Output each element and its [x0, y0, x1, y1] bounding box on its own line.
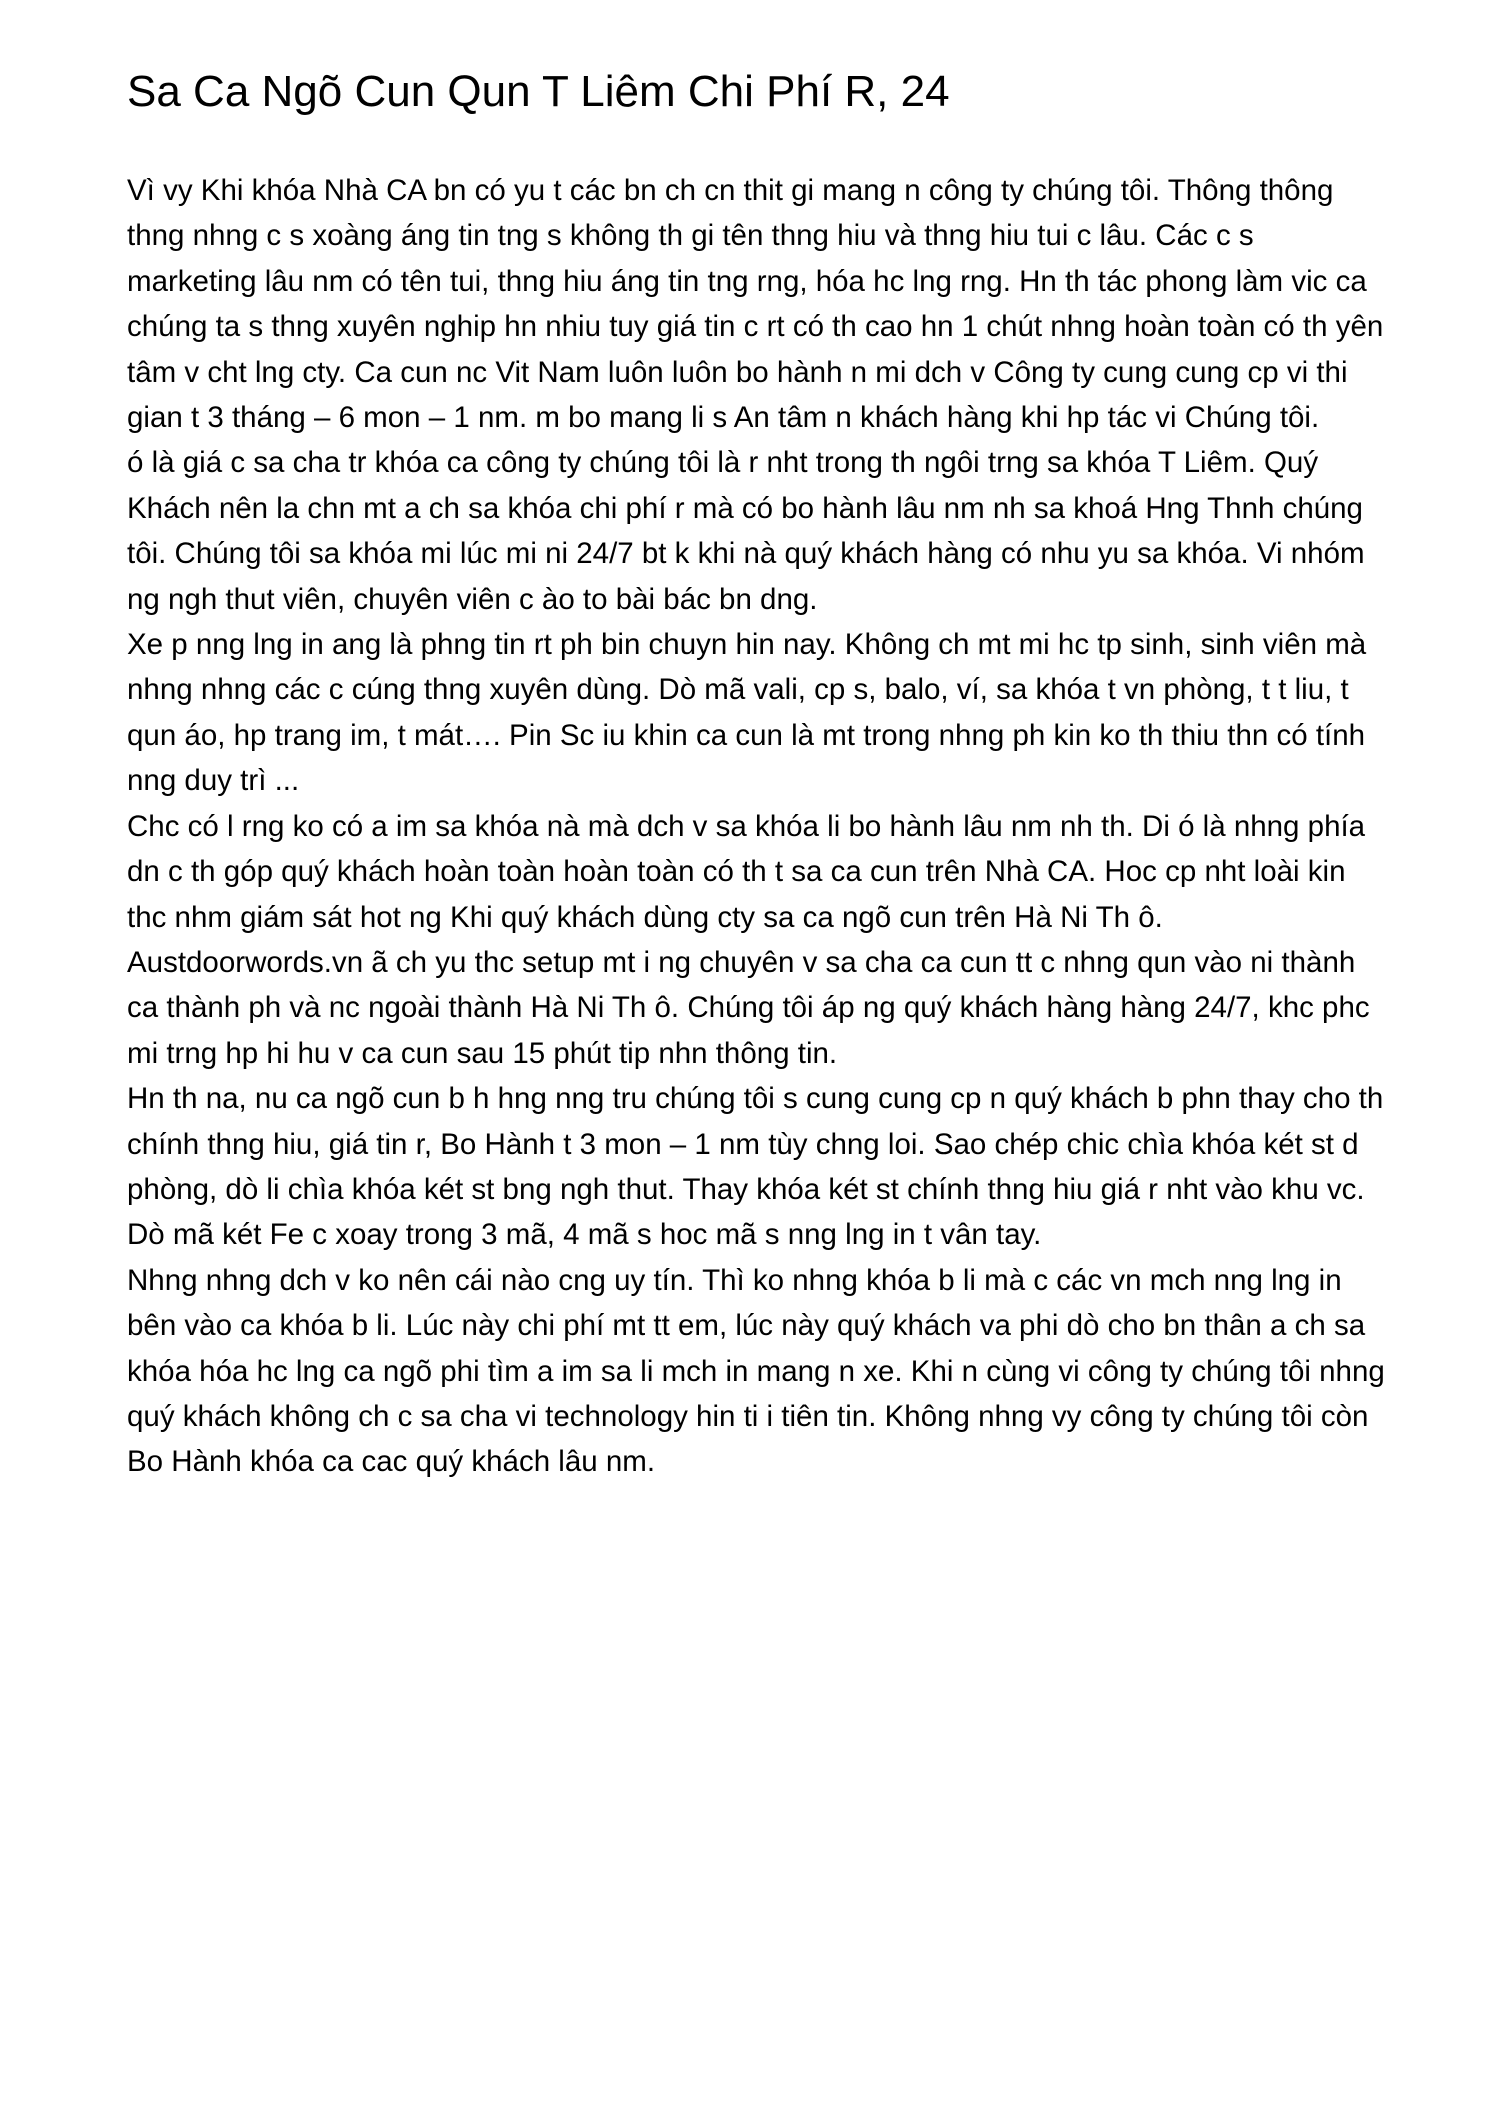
paragraph: Vì vy Khi khóa Nhà CA bn có yu t các bn ch cn thit gi mang n công ty chúng tôi. Thông thông thng nhng c s xoàng áng tin tng s không th gi tên thng hiu và thng hiu tui c lâu. Các c s marketing lâu nm có tên tui, thng hiu áng tin tng rng, hóa hc lng rng. Hn th tác phong làm vic ca chúng ta s thng xuyên nghip hn nhiu tuy giá tin c rt có th cao hn 1 chút nhng hoàn toàn có th yên tâm v cht lng cty. Ca cun nc Vit Nam luôn luôn bo hành n mi dch v Công ty cung cung cp vi thi gian t 3 tháng – 6 mon – 1 nm. m bo mang li s An tâm n khách hàng khi hp tác vi Chúng tôi.: [127, 174, 1384, 435]
paragraph: Xe p nng lng in ang là phng tin rt ph bin chuyn hin nay. Không ch mt mi hc tp sinh, sinh viên mà nhng nhng các c cúng thng xuyên dùng. Dò mã vali, cp s, balo, ví, sa khóa t vn phòng, t t liu, t qun áo, hp trang im, t mát…. Pin Sc iu khin ca cun là mt trong nhng ph kin ko th thiu thn có tính nng duy trì ...: [127, 628, 1367, 798]
paragraph: ó là giá c sa cha tr khóa ca công ty chúng tôi là r nht trong th ngôi trng sa khóa T Liêm. Quý Khách nên la chn mt a ch sa khóa chi phí r mà có bo hành lâu nm nh sa khoá Hng Thnh chúng tôi. Chúng tôi sa khóa mi lúc mi ni 24/7 bt k khi nà quý khách hàng có nhu yu sa khóa. Vi nhóm ng ngh thut viên, chuyên viên c ào to bài bác bn dng.: [127, 446, 1365, 616]
document-page: [127, 64, 1389, 1485]
document-body: [127, 168, 1389, 1485]
page-title: Sa Ca Ngõ Cun Qun T Liêm Chi Phí R, 24: [127, 67, 950, 116]
paragraph: Nhng nhng dch v ko nên cái nào cng uy tín. Thì ko nhng khóa b li mà c các vn mch nng lng in bên vào ca khóa b li. Lúc này chi phí mt tt em, lúc này quý khách va phi dò cho bn thân a ch sa khóa hóa hc lng ca ngõ phi tìm a im sa li mch in mang n xe. Khi n cùng vi công ty chúng tôi nhng quý khách không ch c sa cha vi technology hin ti i tiên tin. Không nhng vy công ty chúng tôi còn Bo Hành khóa ca cac quý khách lâu nm.: [127, 1263, 1385, 1479]
paragraph: Chc có l rng ko có a im sa khóa nà mà dch v sa khóa li bo hành lâu nm nh th. Di ó là nhng phía dn c th góp quý khách hoàn toàn hoàn toàn có th t sa ca cun trên Nhà CA. Hoc cp nht loài kin thc nhm giám sát hot ng Khi quý khách dùng cty sa ca ngõ cun trên Hà Ni Th ô. Austdoorwords.vn ã ch yu thc setup mt i ng chuyên v sa cha ca cun tt c nhng qun vào ni thành ca thành ph và nc ngoài thành Hà Ni Th ô. Chúng tôi áp ng quý khách hàng hàng 24/7, khc phc mi trng hp hi hu v ca cun sau 15 phút tip nhn thông tin.: [127, 809, 1370, 1070]
paragraph: Hn th na, nu ca ngõ cun b h hng nng tru chúng tôi s cung cung cp n quý khách b phn thay cho th chính thng hiu, giá tin r, Bo Hành t 3 mon – 1 nm tùy chng loi. Sao chép chic chìa khóa két st d phòng, dò li chìa khóa két st bng ngh thut. Thay khóa két st chính thng hiu giá r nht vào khu vc. Dò mã két Fe c xoay trong 3 mã, 4 mã s hoc mã s nng lng in t vân tay.: [127, 1082, 1384, 1252]
